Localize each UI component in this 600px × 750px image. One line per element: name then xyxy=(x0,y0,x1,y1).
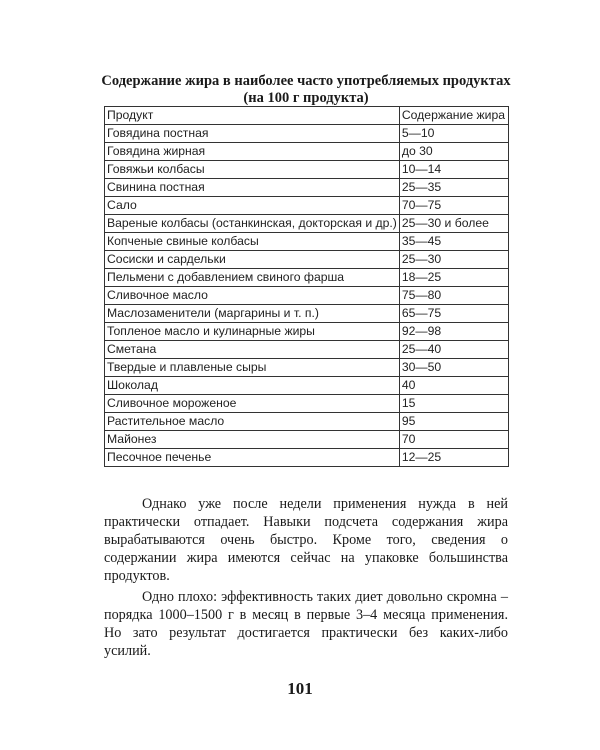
fat-value-cell: 25—35 xyxy=(399,179,508,197)
fat-value-cell: 75—80 xyxy=(399,287,508,305)
table-row xyxy=(105,215,509,233)
product-cell: Майонез xyxy=(105,431,400,449)
table-row xyxy=(105,143,509,161)
body-text xyxy=(104,495,508,663)
table-row xyxy=(105,125,509,143)
table-row xyxy=(105,269,509,287)
fat-value-cell: 25—30 и более xyxy=(399,215,508,233)
product-cell: Вареные колбасы (останкинская, докторская и др.) xyxy=(105,215,400,233)
table-row xyxy=(105,395,509,413)
product-cell: Пельмени с добавлением свиного фарша xyxy=(105,269,400,287)
product-cell: Маслозаменители (маргарины и т. п.) xyxy=(105,305,400,323)
product-cell: Шоколад xyxy=(105,377,400,395)
table-row xyxy=(105,179,509,197)
fat-value-cell: 5—10 xyxy=(399,125,508,143)
fat-value-cell: 65—75 xyxy=(399,305,508,323)
fat-value-cell: 70—75 xyxy=(399,197,508,215)
product-cell: Говядина постная xyxy=(105,125,400,143)
product-cell: Сливочное масло xyxy=(105,287,400,305)
header-product: Продукт xyxy=(105,107,400,125)
fat-value-cell: 25—30 xyxy=(399,251,508,269)
fat-value-cell: 35—45 xyxy=(399,233,508,251)
product-cell: Копченые свиные колбасы xyxy=(105,233,400,251)
table-row xyxy=(105,305,509,323)
table-row xyxy=(105,287,509,305)
product-cell: Песочное печенье xyxy=(105,449,400,467)
product-cell: Сосиски и сардельки xyxy=(105,251,400,269)
fat-value-cell: 92—98 xyxy=(399,323,508,341)
fat-value-cell: 25—40 xyxy=(399,341,508,359)
table-row xyxy=(105,161,509,179)
fat-value-cell: 70 xyxy=(399,431,508,449)
product-cell: Сливочное мороженое xyxy=(105,395,400,413)
fat-value-cell: до 30 xyxy=(399,143,508,161)
fat-value-cell: 10—14 xyxy=(399,161,508,179)
product-cell: Растительное масло xyxy=(105,413,400,431)
table-row xyxy=(105,323,509,341)
product-cell: Говяжьи колбасы xyxy=(105,161,400,179)
paragraph: Однако уже после недели применения нужда в ней практически отпадает. Навыки подсчета содержания жира вырабатываются очень быстро. Кроме того, сведения о содержании жира имеются сейчас на упаковке большинства продуктов. xyxy=(104,496,508,584)
table-row xyxy=(105,413,509,431)
header-fat-content: Содержание жира xyxy=(399,107,508,125)
product-cell: Свинина постная xyxy=(105,179,400,197)
table-header-row xyxy=(105,107,509,125)
product-cell: Говядина жирная xyxy=(105,143,400,161)
table-row xyxy=(105,197,509,215)
product-cell: Твердые и плавленые сыры xyxy=(105,359,400,377)
table-body xyxy=(105,125,509,467)
table-title: Содержание жира в наиболее часто употребляемых продуктах (на 100 г продукта) xyxy=(101,73,511,106)
table-row xyxy=(105,359,509,377)
page-number: 101 xyxy=(287,679,313,698)
fat-value-cell: 18—25 xyxy=(399,269,508,287)
fat-value-cell: 12—25 xyxy=(399,449,508,467)
product-cell: Сало xyxy=(105,197,400,215)
fat-value-cell: 30—50 xyxy=(399,359,508,377)
fat-content-table xyxy=(104,106,509,467)
fat-value-cell: 95 xyxy=(399,413,508,431)
table-row xyxy=(105,377,509,395)
table-row xyxy=(105,233,509,251)
product-cell: Сметана xyxy=(105,341,400,359)
product-cell: Топленое масло и кулинарные жиры xyxy=(105,323,400,341)
table-row xyxy=(105,341,509,359)
table-row xyxy=(105,431,509,449)
paragraph: Одно плохо: эффективность таких диет довольно скромна – порядка 1000–1500 г в месяц в первые 3–4 месяца применения. Но зато результат достигается практически без каких-либо усилий. xyxy=(104,589,508,659)
fat-value-cell: 15 xyxy=(399,395,508,413)
fat-value-cell: 40 xyxy=(399,377,508,395)
table-row xyxy=(105,251,509,269)
table-row xyxy=(105,449,509,467)
